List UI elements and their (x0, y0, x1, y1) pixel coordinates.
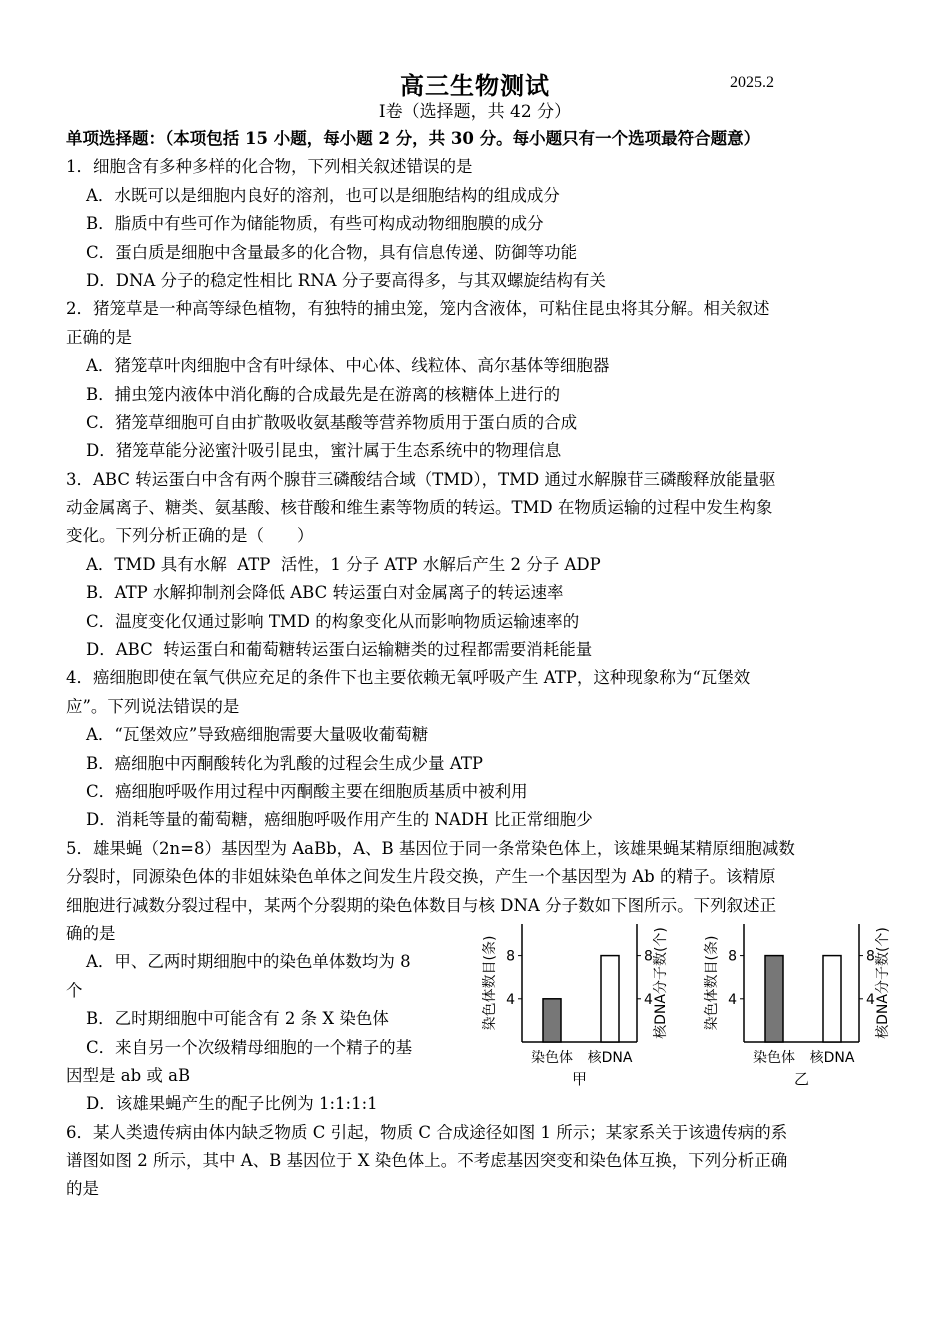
q2-stem-line2: 正确的是 (66, 327, 132, 347)
section-subtitle: Ⅰ卷（选择题，共 42 分） (378, 102, 572, 122)
chart1-right-axis-label: 核DNA分子数(个) (653, 927, 669, 1039)
chart2-bar-1 (765, 956, 783, 1042)
chart1-category-label: 核DNA (587, 1050, 633, 1066)
q5-option-c-line1: C．来自另一个次级精母细胞的一个精子的基 (86, 1037, 413, 1057)
chart2-left-axis-label: 染色体数目(条) (704, 935, 720, 1031)
q1-option-b: B．脂质中有些可作为储能物质，有些可构成动物细胞膜的成分 (86, 214, 544, 234)
chart1-right-tick-label: 8 (644, 948, 653, 965)
exam-date: 2025.2 (730, 74, 774, 91)
q4-option-d: D．消耗等量的葡萄糖，癌细胞呼吸作用产生的 NADH 比正常细胞少 (86, 810, 593, 830)
q1-stem: 1．细胞含有多种多样的化合物，下列相关叙述错误的是 (66, 157, 473, 177)
chart1-left-tick-label: 8 (506, 948, 515, 965)
q5-stem-line3: 细胞进行减数分裂过程中，某两个分裂期的染色体数目与核 DNA 分子数如下图所示。下列叙述正 (66, 895, 777, 915)
q1-option-a: A．水既可以是细胞内良好的溶剂，也可以是细胞结构的组成成分 (86, 185, 560, 205)
q4-stem-line1: 4．癌细胞即使在氧气供应充足的条件下也主要依赖无氧呼吸产生 ATP，这种现象称为“瓦堡效 (66, 668, 751, 688)
q1-option-d: D．DNA 分子的稳定性相比 RNA 分子要高得多，与其双螺旋结构有关 (86, 270, 606, 290)
chart1-bar-1 (543, 999, 561, 1042)
q5-option-b: B．乙时期细胞中可能含有 2 条 X 染色体 (86, 1009, 389, 1029)
q4-option-a: A．“瓦堡效应”导致癌细胞需要大量吸收葡萄糖 (86, 725, 429, 745)
q2-option-c: C．猪笼草细胞可自由扩散吸收氨基酸等营养物质用于蛋白质的合成 (86, 412, 578, 432)
chart1-left-tick-label: 4 (506, 991, 515, 1008)
page-title: 高三生物测试 (400, 71, 550, 100)
q2-stem-line1: 2．猪笼草是一种高等绿色植物，有独特的捕虫笼，笼内含液体，可粘住昆虫将其分解。相关叙述 (66, 299, 770, 319)
q2-option-a: A．猪笼草叶肉细胞中含有叶绿体、中心体、线粒体、高尔基体等细胞器 (86, 356, 610, 376)
q3-stem-line1: 3．ABC 转运蛋白中含有两个腺苷三磷酸结合域（TMD），TMD 通过水解腺苷三磷酸释放能量驱 (66, 469, 776, 489)
chart2-left-tick-label: 4 (728, 991, 737, 1008)
q3-option-a: A．TMD 具有水解 ATP 活性，1 分子 ATP 水解后产生 2 分子 ADP (86, 554, 601, 574)
chart2-category-label: 染色体 (753, 1050, 795, 1066)
q6-stem-line2: 谱图如图 2 所示，其中 A、B 基因位于 X 染色体上。不考虑基因突变和染色体互换，下列分析正确 (66, 1151, 788, 1171)
q6-stem-line3: 的是 (66, 1179, 99, 1199)
chart2-left-tick-label: 8 (728, 948, 737, 965)
chart2-category-label: 核DNA (809, 1050, 855, 1066)
q5-bar-charts (482, 916, 902, 1091)
chart1-left-axis-label: 染色体数目(条) (482, 935, 498, 1031)
q5-figure (482, 916, 902, 1091)
q5-stem-line2: 分裂时，同源染色体的非姐妹染色单体之间发生片段交换，产生一个基因型为 Ab 的精子。该精原 (66, 867, 776, 887)
q3-option-b: B．ATP 水解抑制剂会降低 ABC 转运蛋白对金属离子的转运速率 (86, 583, 564, 603)
q5-stem-line4: 确的是 (66, 923, 116, 943)
chart2-right-tick-label: 8 (866, 948, 875, 965)
q2-option-d: D．猪笼草能分泌蜜汁吸引昆虫，蜜汁属于生态系统中的物理信息 (86, 441, 562, 461)
q4-stem-line2: 应”。下列说法错误的是 (66, 696, 240, 716)
q3-stem-line3: 变化。下列分析正确的是（ ） (66, 526, 314, 546)
q3-stem-line2: 动金属离子、糖类、氨基酸、核苷酸和维生素等物质的转运。TMD 在物质运输的过程中发生构象 (66, 498, 773, 518)
q5-option-c-line2: 因型是 ab 或 aB (66, 1065, 191, 1085)
q5-option-a-line2: 个 (66, 980, 83, 1000)
chart1-right-tick-label: 4 (644, 991, 653, 1008)
chart1-category-label: 染色体 (531, 1050, 573, 1066)
section-heading: 单项选择题：（本项包括 15 小题，每小题 2 分，共 30 分。每小题只有一个选项最符合题意） (66, 129, 761, 148)
chart2-right-axis-label: 核DNA分子数(个) (875, 927, 891, 1039)
q3-option-d: D．ABC 转运蛋白和葡萄糖转运蛋白运输糖类的过程都需要消耗能量 (86, 640, 593, 660)
chart2-title: 乙 (793, 1070, 810, 1088)
q5-option-d: D．该雄果蝇产生的配子比例为 1:1:1:1 (86, 1094, 378, 1114)
chart1-bar-2 (601, 956, 619, 1042)
chart1-title: 甲 (571, 1070, 588, 1088)
q4-option-c: C．癌细胞呼吸作用过程中丙酮酸主要在细胞质基质中被利用 (86, 781, 528, 801)
chart2-right-tick-label: 4 (866, 991, 875, 1008)
q2-option-b: B．捕虫笼内液体中消化酶的合成最先是在游离的核糖体上进行的 (86, 384, 561, 404)
q6-stem-line1: 6．某人类遗传病由体内缺乏物质 C 引起，物质 C 合成途径如图 1 所示；某家系关于该遗传病的系 (66, 1122, 788, 1142)
q3-option-c: C．温度变化仅通过影响 TMD 的构象变化从而影响物质运输速率的 (86, 611, 580, 631)
chart2-bar-2 (823, 956, 841, 1042)
q4-option-b: B．癌细胞中丙酮酸转化为乳酸的过程会生成少量 ATP (86, 753, 483, 773)
q5-option-a-line1: A．甲、乙两时期细胞中的染色单体数均为 8 (86, 952, 411, 972)
q1-option-c: C．蛋白质是细胞中含量最多的化合物，具有信息传递、防御等功能 (86, 242, 578, 262)
q5-stem-line1: 5．雄果蝇（2n=8）基因型为 AaBb，A、B 基因位于同一条常染色体上，该雄果蝇某精原细胞减数 (66, 838, 795, 858)
